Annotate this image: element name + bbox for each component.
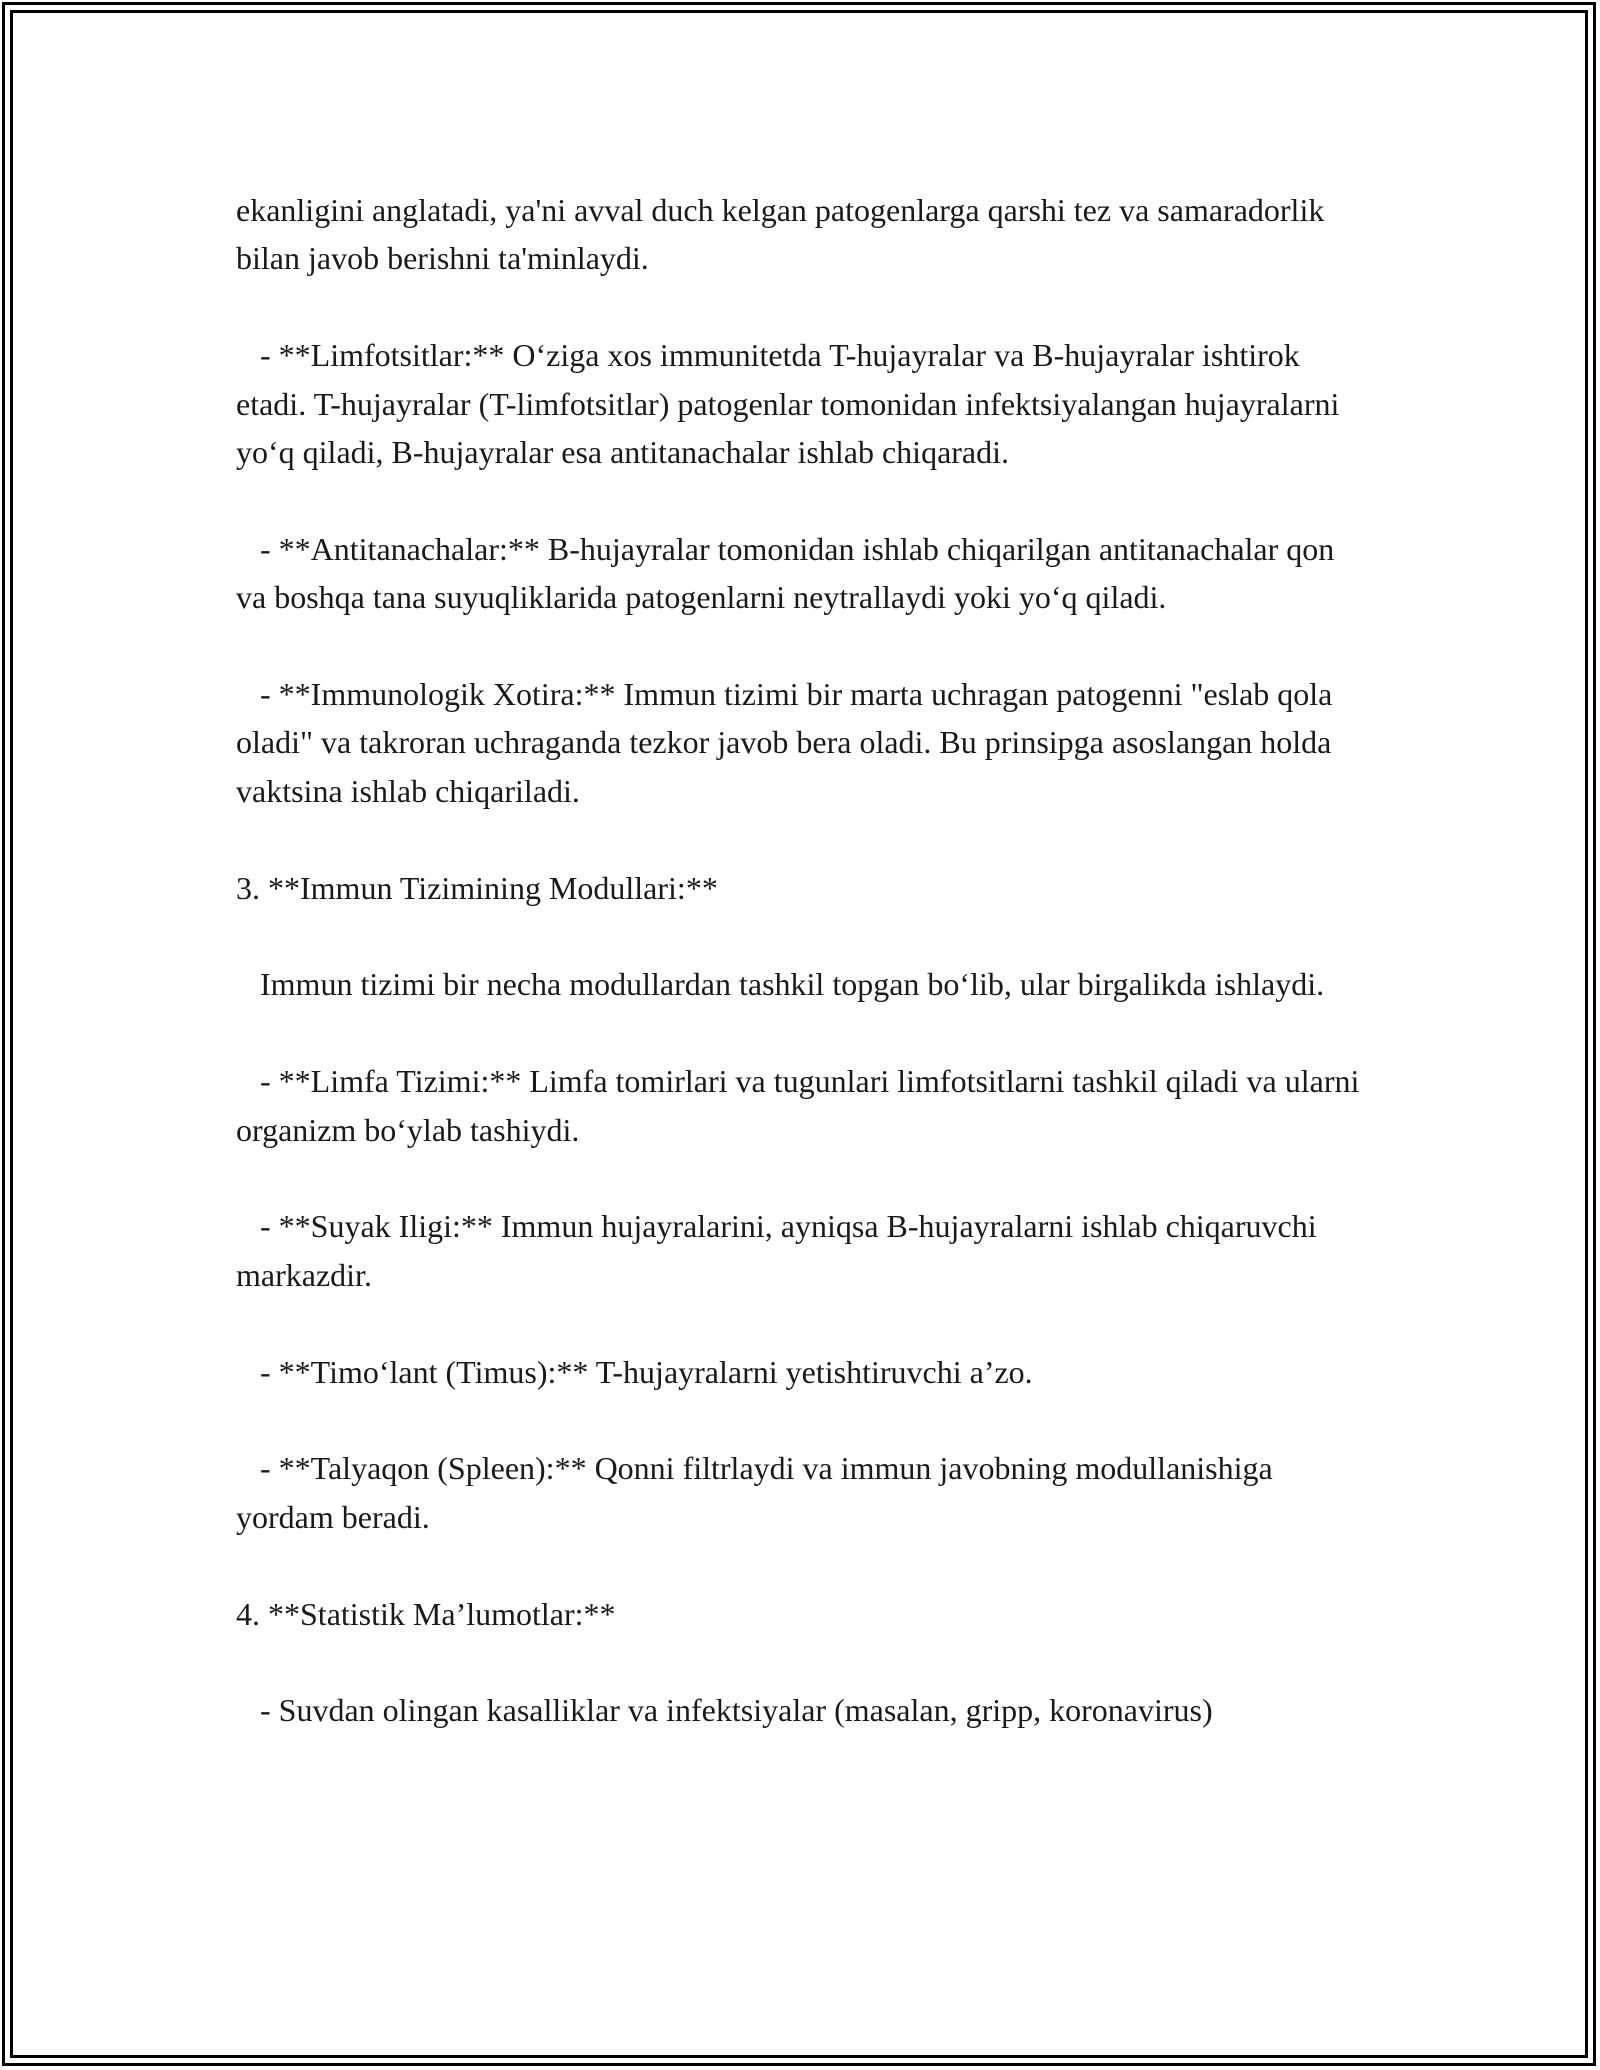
section-heading-immun-modullari: 3. **Immun Tizimining Modullari:** [236, 869, 718, 906]
section-heading-statistik: 4. **Statistik Ma’lumotlar:** [236, 1595, 616, 1632]
paragraph-memory-continuation: ekanligini anglatadi, ya'ni avval duch kelgan patogenlarga qarshi tez va samaradorlik bilan javob berishni ta'minlaydi. [236, 192, 1333, 277]
paragraph-immunologik-xotira: - **Immunologik Xotira:** Immun tizimi bir marta uchragan patogenni "eslab qola oladi" va takroran uchraganda tezkor javob bera oladi. Bu prinsipga asoslangan holda vaktsina ishlab chiqariladi. [236, 676, 1341, 809]
paragraph-limfa-tizimi: - **Limfa Tizimi:** Limfa tomirlari va tugunlari limfotsitlarni tashkil qiladi va ularni organizm bo‘ylab tashiydi. [236, 1063, 1368, 1148]
paragraph-antitanachalar: - **Antitanachalar:** B-hujayralar tomonidan ishlab chiqarilgan antitanachalar qon va boshqa tana suyuqliklarida patogenlarni neytrallaydi yoki yo‘q qiladi. [236, 530, 1343, 616]
paragraph-timus: - **Timo‘lant (Timus):** T-hujayralarni yetishtiruvchi a’zo. [236, 1353, 1033, 1390]
paragraph-talyaqon: - **Talyaqon (Spleen):** Qonni filtrlaydi va immun javobning modullanishiga yordam beradi. [236, 1450, 1281, 1535]
paragraph-modullar-intro: Immun tizimi bir necha modullardan tashkil topgan bo‘lib, ular birgalikda ishlaydi. [236, 966, 1325, 1003]
paragraph-suvdan-kasalliklar: - Suvdan olingan kasalliklar va infektsiyalar (masalan, gripp, koronavirus) [236, 1692, 1213, 1729]
document-body [236, 186, 1366, 1735]
paragraph-limfotsitlar: - **Limfotsitlar:** O‘ziga xos immunitetda T-hujayralar va B-hujayralar ishtirok etadi. T-hujayralar (T-limfotsitlar) patogenlar tomonidan infektsiyalangan hujayralarni yo‘q qiladi, B-hujayralar esa antitanachalar ishlab chiqaradi. [236, 337, 1348, 471]
paragraph-suyak-iligi: - **Suyak Iligi:** Immun hujayralarini, ayniqsa B-hujayralarni ishlab chiqaruvchi markazdir. [236, 1208, 1325, 1293]
